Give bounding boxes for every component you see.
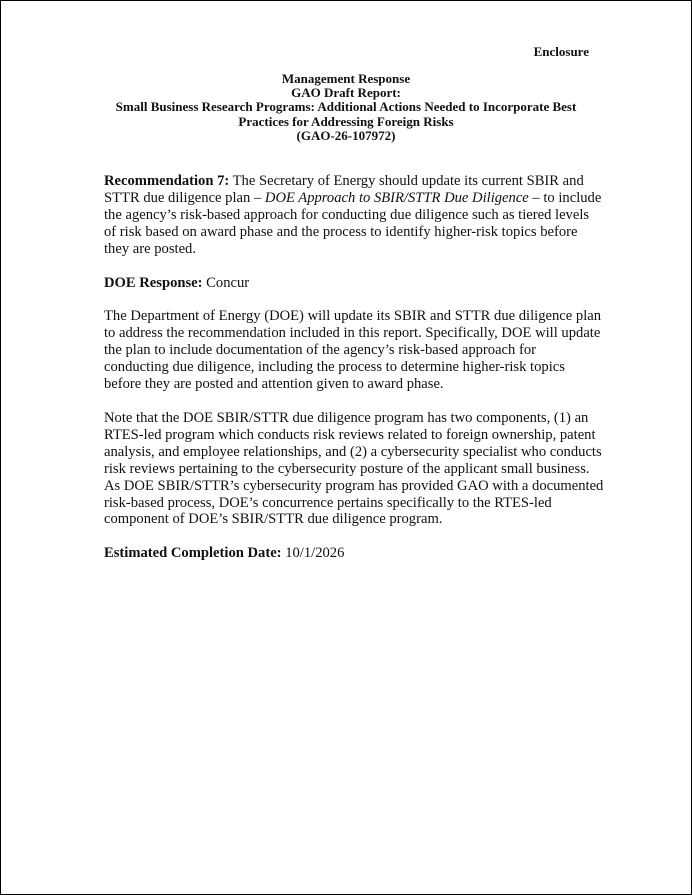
recommendation-text-1: The Secretary of Energy should update its current SBIR and STTR due diligence plan – [104, 173, 584, 206]
header-title: Management Response [281, 71, 411, 86]
response-paragraph [104, 275, 604, 292]
completion-label: Estimated Completion Date: [104, 545, 282, 562]
document-header [1, 72, 691, 143]
recommendation-italic-title: DOE Approach to SBIR/STTR Due Diligence [264, 189, 529, 206]
completion-date: 10/1/2026 [281, 545, 345, 562]
header-subtitle: GAO Draft Report: [291, 85, 401, 101]
report-number: (GAO-26-107972) [296, 127, 396, 143]
body-paragraph-2: Note that the DOE SBIR/STTR due diligence program has two components, (1) an RTES-led program which conducts risk reviews related to foreign ownership, patent analysis, and employee relationships, and (2) a cybersecurity specialist who conducts risk reviews pertaining to the cybersecurity posture of the applicant small business. As DOE SBIR/STTR’s cybersecurity program has provided GAO with a documented risk-based process, DOE’s concurrence pertains specifically to the RTES-led component of DOE’s SBIR/STTR due diligence program. [104, 409, 604, 528]
recommendation-label: Recommendation 7: [104, 173, 230, 189]
response-value: Concur [202, 274, 250, 291]
completion-paragraph [104, 545, 604, 562]
enclosure-label: Enclosure [533, 44, 589, 59]
report-title-line2: Practices for Addressing Foreign Risks [238, 113, 454, 129]
report-title-line1: Small Business Research Programs: Additional Actions Needed to Incorporate Best [115, 99, 577, 115]
recommendation-paragraph [104, 173, 604, 258]
recommendation-text-2: – to include the agency’s risk-based approach for conducting due diligence such as tiered levels of risk based on award phase and the process to identify higher-risk topics before they are posted. [104, 189, 602, 257]
document-body [104, 173, 604, 579]
body-paragraph-1: The Department of Energy (DOE) will update its SBIR and STTR due diligence plan to address the recommendation included in this report. Specifically, DOE will update the plan to include documentation of the agency’s risk-based approach for conducting due diligence, including the process to determine higher-risk topics before they are posted and attention given to award phase. [104, 308, 602, 393]
response-label: DOE Response: [104, 274, 203, 291]
